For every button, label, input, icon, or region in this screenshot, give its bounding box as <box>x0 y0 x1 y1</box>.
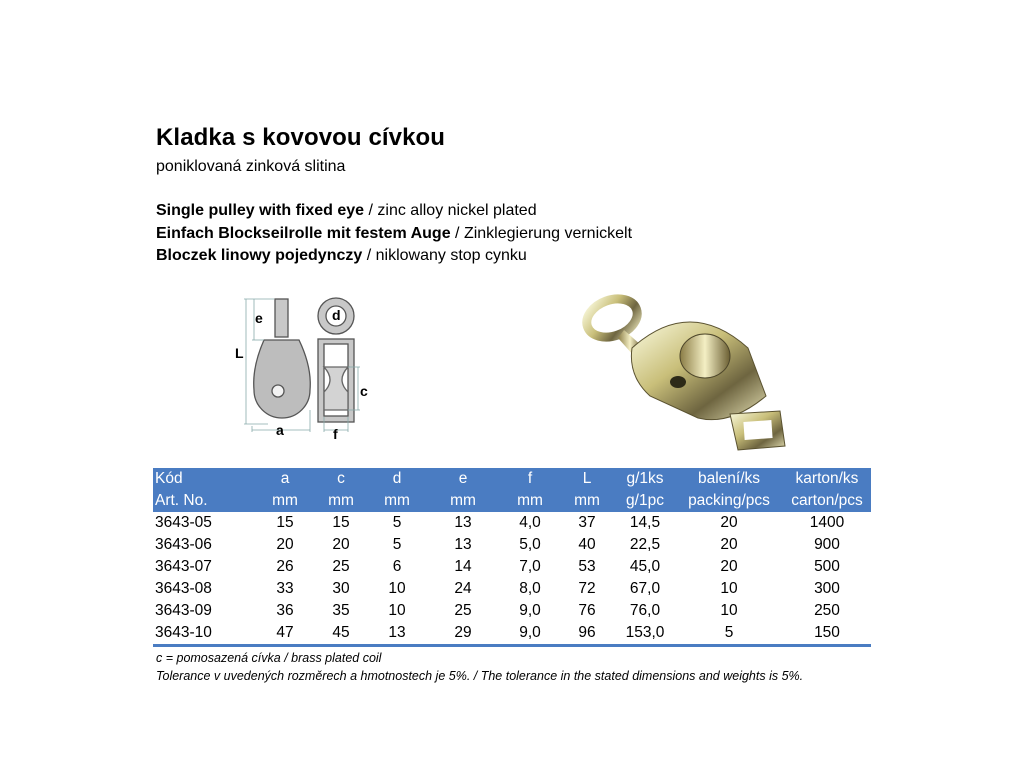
table-cell: 150 <box>783 622 871 646</box>
table-cell: 500 <box>814 558 840 575</box>
table-cell: 76 <box>578 602 596 619</box>
table-cell: 1400 <box>809 514 845 531</box>
table-cell: 3643-07 <box>155 558 212 575</box>
table-header-row <box>153 468 871 490</box>
table-row <box>153 512 871 534</box>
table-cell: 36 <box>276 602 294 619</box>
table-cell: 25 <box>454 602 472 619</box>
column-subheader: mm <box>425 490 501 512</box>
table-cell: 35 <box>332 602 350 619</box>
table-cell: 67,0 <box>629 580 661 597</box>
table-cell: 10 <box>388 602 406 619</box>
table-cell: 4,0 <box>519 514 541 531</box>
column-header: d <box>369 468 425 490</box>
table-cell: 47 <box>257 622 313 646</box>
table-cell: 7,0 <box>519 558 541 575</box>
table-cell: 13 <box>454 536 472 553</box>
table-cell: 22,5 <box>629 536 661 553</box>
table-cell: 5 <box>675 622 783 646</box>
table-cell: 8,0 <box>519 580 541 597</box>
column-header: e <box>425 468 501 490</box>
table-cell: 24 <box>454 580 472 597</box>
table-cell: 76,0 <box>629 602 661 619</box>
table-cell: 72 <box>578 580 596 597</box>
table-cell: 153,0 <box>615 622 675 646</box>
page-subtitle: poniklovaná zinková slitina <box>156 158 346 175</box>
table-cell: 900 <box>814 536 840 553</box>
table-cell: 5 <box>392 514 402 531</box>
table-row <box>153 556 871 578</box>
footnote-coil: c = pomosazená cívka / brass plated coil <box>156 651 382 665</box>
table-cell: 6 <box>392 558 402 575</box>
technical-drawing <box>232 292 382 442</box>
table-cell: 14 <box>454 558 472 575</box>
column-subheader: mm <box>501 490 559 512</box>
column-subheader: packing/pcs <box>675 490 783 512</box>
table-cell: 20 <box>720 536 738 553</box>
table-cell: 14,5 <box>629 514 661 531</box>
table-cell: 3643-06 <box>155 536 212 553</box>
table-cell: 20 <box>332 536 350 553</box>
table-cell: 300 <box>814 580 840 597</box>
column-subheader: mm <box>257 490 313 512</box>
dim-label-d: d <box>332 307 341 323</box>
column-subheader: carton/pcs <box>783 490 871 512</box>
column-header: L <box>559 468 615 490</box>
table-header-row <box>153 490 871 512</box>
table-cell: 3643-08 <box>155 580 212 597</box>
description-polish: Bloczek linowy pojedynczy / niklowany stop cynku <box>156 247 527 264</box>
table-cell: 45,0 <box>629 558 661 575</box>
column-header: c <box>313 468 369 490</box>
column-header: karton/ks <box>783 468 871 490</box>
table-cell: 30 <box>332 580 350 597</box>
description-german: Einfach Blockseilrolle mit festem Auge / Zinklegierung vernickelt <box>156 225 633 242</box>
dim-label-L: L <box>235 345 244 361</box>
column-subheader: Art. No. <box>153 490 257 512</box>
column-header: a <box>257 468 313 490</box>
column-subheader: mm <box>369 490 425 512</box>
table-cell: 10 <box>388 580 406 597</box>
table-row <box>153 622 871 646</box>
table-cell: 3643-10 <box>153 622 257 646</box>
dim-label-f: f <box>333 426 338 442</box>
description-english: Single pulley with fixed eye / zinc alloy nickel plated <box>156 202 537 219</box>
table-cell: 15 <box>276 514 294 531</box>
table-cell: 33 <box>276 580 294 597</box>
table-cell: 29 <box>425 622 501 646</box>
dim-label-e: e <box>255 310 263 326</box>
table-cell: 15 <box>332 514 350 531</box>
table-cell: 53 <box>578 558 596 575</box>
column-header: f <box>501 468 559 490</box>
table-cell: 20 <box>720 558 738 575</box>
table-cell: 250 <box>814 602 840 619</box>
table-cell: 20 <box>276 536 294 553</box>
table-cell: 3643-05 <box>155 514 212 531</box>
table-cell: 26 <box>276 558 294 575</box>
page-title: Kladka s kovovou cívkou <box>156 124 446 151</box>
table-cell: 9,0 <box>501 622 559 646</box>
table-cell: 45 <box>313 622 369 646</box>
table-cell: 5 <box>392 536 402 553</box>
column-subheader: g/1pc <box>615 490 675 512</box>
column-header: Kód <box>153 468 257 490</box>
table-row <box>153 600 871 622</box>
column-subheader: mm <box>313 490 369 512</box>
table-cell: 3643-09 <box>155 602 212 619</box>
table-cell: 40 <box>578 536 596 553</box>
table-cell: 10 <box>720 580 738 597</box>
column-subheader: mm <box>559 490 615 512</box>
table-cell: 96 <box>559 622 615 646</box>
dim-label-c: c <box>360 383 368 399</box>
table-row <box>153 578 871 600</box>
table-cell: 13 <box>454 514 472 531</box>
table-cell: 10 <box>720 602 738 619</box>
footnote-tolerance: Tolerance v uvedených rozměrech a hmotnostech je 5%. / The tolerance in the stated dimensions and weights is 5%. <box>156 669 804 683</box>
column-header: g/1ks <box>615 468 675 490</box>
column-header: balení/ks <box>675 468 783 490</box>
table-cell: 25 <box>332 558 350 575</box>
table-cell: 20 <box>720 514 738 531</box>
product-photo <box>580 286 790 456</box>
table-cell: 13 <box>369 622 425 646</box>
specification-table <box>153 468 871 647</box>
table-cell: 5,0 <box>519 536 541 553</box>
table-cell: 37 <box>578 514 596 531</box>
table-row <box>153 534 871 556</box>
dim-label-a: a <box>276 422 284 438</box>
table-cell: 9,0 <box>519 602 541 619</box>
